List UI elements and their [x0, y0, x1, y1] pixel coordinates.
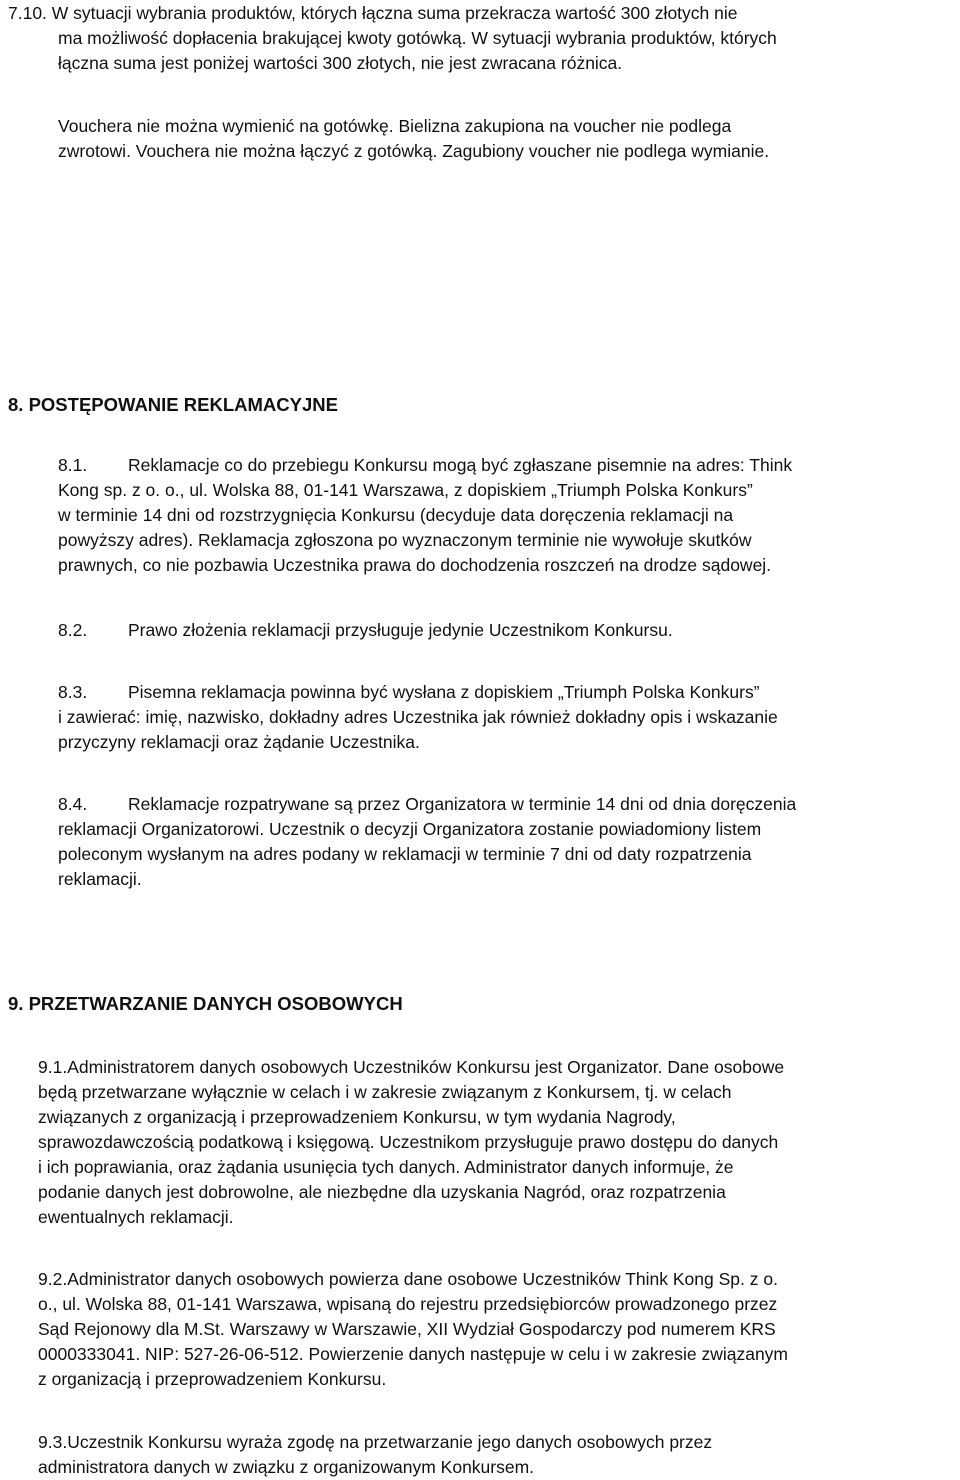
paragraph-number: 8.3.: [58, 682, 88, 702]
text-line: 9.1.Administratorem danych osobowych Uczestników Konkursu jest Organizator. Dane osobowe: [38, 1057, 785, 1077]
text-line: będą przetwarzane wyłącznie w celach i w zakresie związanym z Konkursem, tj. w celach: [38, 1082, 732, 1102]
text-line: przyczyny reklamacji oraz żądanie Uczestnika.: [58, 732, 420, 752]
text-line: Pisemna reklamacja powinna być wysłana z dopiskiem „Triumph Polska Konkurs”: [128, 682, 760, 702]
paragraph-first-line: [58, 618, 960, 643]
text-line: podanie danych jest dobrowolne, ale niezbędne dla uzyskania Nagród, oraz rozpatrzenia: [38, 1182, 726, 1202]
text-line: prawnych, co nie pozbawia Uczestnika prawa do dochodzenia roszczeń na drodze sądowej.: [58, 555, 772, 575]
text-line: o., ul. Wolska 88, 01-141 Warszawa, wpisaną do rejestru przedsiębiorców prowadzonego przez: [38, 1294, 778, 1314]
paragraph-9-2: [38, 1267, 960, 1392]
text-line: zwrotowi. Vouchera nie można łączyć z gotówką. Zagubiony voucher nie podlega wymianie.: [58, 141, 770, 161]
text-line: i ich poprawiania, oraz żądania usunięcia tych danych. Administrator danych informuje, że: [38, 1157, 734, 1177]
text-line: 0000333041. NIP: 527-26-06-512. Powierzenie danych następuje w celu i w zakresie związanym: [38, 1344, 789, 1364]
text-line: Reklamacje co do przebiegu Konkursu mogą być zgłaszane pisemnie na adres: Think: [128, 455, 793, 475]
text-line: 9.3.Uczestnik Konkursu wyraża zgodę na przetwarzanie jego danych osobowych przez: [38, 1432, 713, 1452]
text-line: związanych z organizacją i przeprowadzeniem Konkursu, w tym wydania Nagrody,: [38, 1107, 676, 1127]
text-line: Kong sp. z o. o., ul. Wolska 88, 01-141 Warszawa, z dopiskiem „Triumph Polska Konkurs”: [58, 480, 753, 500]
text-line: 7.10. W sytuacji wybrania produktów, których łączna suma przekracza wartość 300 złotych nie: [8, 3, 738, 23]
paragraph-number: 8.2.: [58, 620, 88, 640]
text-line: Prawo złożenia reklamacji przysługuje jedynie Uczestnikom Konkursu.: [128, 620, 673, 640]
text-line: reklamacji.: [58, 869, 142, 889]
text-line: ewentualnych reklamacji.: [38, 1207, 234, 1227]
text-line: łączna suma jest poniżej wartości 300 złotych, nie jest zwracana różnica.: [58, 53, 623, 73]
paragraph-8-1: [58, 453, 960, 578]
text-line: powyższy adres). Reklamacja zgłoszona po wyznaczonym terminie nie wywołuje skutków: [58, 530, 752, 550]
text-line: Reklamacje rozpatrywane są przez Organizatora w terminie 14 dni od dnia doręczenia: [128, 794, 797, 814]
paragraph-number: 8.4.: [58, 794, 88, 814]
paragraph-9-1: [38, 1055, 960, 1230]
section-8-heading: 8. POSTĘPOWANIE REKLAMACYJNE: [8, 394, 338, 415]
text-line: ma możliwość dopłacenia brakującej kwoty gotówką. W sytuacji wybrania produktów, których: [58, 28, 777, 48]
text-line: Sąd Rejonowy dla M.St. Warszawy w Warszawie, XII Wydział Gospodarczy pod numerem KRS: [38, 1319, 776, 1339]
paragraph-first-line: [58, 792, 960, 817]
paragraph-8-3: [58, 680, 960, 755]
text-line: z organizacją i przeprowadzeniem Konkursu.: [38, 1369, 387, 1389]
text-line: administratora danych w związku z organizowanym Konkursem.: [38, 1457, 535, 1477]
paragraph-voucher: [58, 114, 960, 164]
text-line: w terminie 14 dni od rozstrzygnięcia Konkursu (decyduje data doręczenia reklamacji na: [58, 505, 734, 525]
section-9-heading: 9. PRZETWARZANIE DANYCH OSOBOWYCH: [8, 993, 403, 1014]
text-line: reklamacji Organizatorowi. Uczestnik o decyzji Organizatora zostanie powiadomiony listem: [58, 819, 762, 839]
paragraph-7-10: [8, 1, 960, 76]
text-line: poleconym wysłanym na adres podany w reklamacji w terminie 7 dni od daty rozpatrzenia: [58, 844, 752, 864]
paragraph-9-3: [38, 1430, 960, 1480]
paragraph-number: 8.1.: [58, 455, 88, 475]
text-line: Vouchera nie można wymienić na gotówkę. Bielizna zakupiona na voucher nie podlega: [58, 116, 732, 136]
text-line: sprawozdawczością podatkową i księgową. Uczestnikom przysługuje prawo dostępu do danych: [38, 1132, 779, 1152]
paragraph-8-4: [58, 792, 960, 892]
paragraph-first-line: [58, 453, 960, 478]
paragraph-first-line: [58, 680, 960, 705]
text-line: 9.2.Administrator danych osobowych powierza dane osobowe Uczestników Think Kong Sp. z o.: [38, 1269, 778, 1289]
paragraph-8-2: [58, 618, 960, 643]
text-line: i zawierać: imię, nazwisko, dokładny adres Uczestnika jak również dokładny opis i wskazanie: [58, 707, 778, 727]
